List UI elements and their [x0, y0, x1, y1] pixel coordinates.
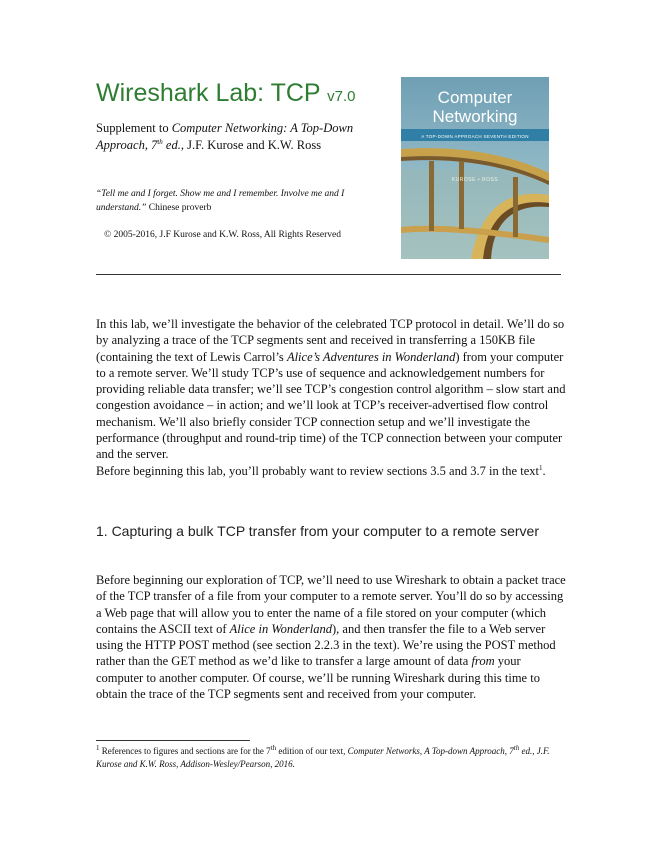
- capture-paragraph: [96, 572, 566, 702]
- cover-title-line2: Networking: [432, 107, 518, 126]
- emphasis-from: from: [471, 654, 495, 669]
- footnote-divider: [96, 740, 250, 741]
- quote-source: Chinese proverb: [146, 203, 212, 213]
- intro-paragraph: [96, 316, 566, 463]
- footnote-marker: 1: [96, 744, 100, 752]
- book-edition-sup: th: [157, 137, 163, 146]
- footnote-book-sup: th: [513, 744, 520, 752]
- footnote-text-b: edition of our text,: [276, 746, 348, 756]
- subtitle-prefix: Supplement to: [96, 121, 172, 135]
- footnote: [96, 745, 566, 771]
- footnote-book-rest: ed., J.F. Kurose and K.W. Ross, Addison-Wesley/Pearson, 2016.: [96, 746, 550, 769]
- cover-title-line1: Computer: [437, 88, 513, 107]
- proverb-quote: [96, 187, 391, 215]
- intro-text-a: In this lab, we’ll investigate the behavior of the celebrated TCP protocol in detail. We’ll do so by analyzing a trace of the TCP segments sent and received in transferring a 150KB file (containing the text of Lewis Carrol’s: [96, 317, 565, 364]
- title-text: Wireshark Lab: TCP: [96, 79, 321, 107]
- section-heading: 1. Capturing a bulk TCP transfer from your computer to a remote server: [96, 523, 540, 539]
- footnote-edition-sup: th: [270, 744, 277, 752]
- capture-text-c: your computer to another computer. Of course, we’ll be running Wireshark during this time to obtain the trace of the TCP segments sent and received from your computer.: [96, 654, 540, 702]
- alice-short-title: Alice in Wonderland: [229, 621, 332, 636]
- review-paragraph: [96, 463, 566, 479]
- footnote-ref[interactable]: 1: [538, 463, 543, 472]
- subtitle: [96, 120, 396, 154]
- cover-subtitle: A TOP-DOWN APPROACH SEVENTH EDITION: [421, 134, 529, 139]
- capture-text-b: ), and then transfer the file to a Web server using the HTTP POST method (see section 2.2.3 in the text). We’re using the POST method rather than the GET method as we’d like to transfer a large amount of data: [96, 621, 556, 669]
- review-text: Before beginning this lab, you’ll probably want to review sections 3.5 and 3.7 in the text: [96, 464, 539, 478]
- document-title: [96, 78, 355, 112]
- footnote-text-a: References to figures and sections are for the 7: [99, 746, 271, 756]
- cover-authors: KUROSE • ROSS: [451, 177, 499, 183]
- book-edition-label: ed.,: [162, 138, 184, 152]
- cover-title: [401, 88, 549, 126]
- book-cover-image: [401, 77, 549, 259]
- intro-text-b: ) from your computer to a remote server. We’ll study TCP’s use of sequence and acknowledgement numbers for providing reliable data transfer; we’ll see TCP’s congestion control algorithm – slow start and congestion avoidance – in action; and we’ll look at TCP’s receiver-advertised flow control mechanism. We’ll also briefly consider TCP connection setup and we’ll investigate the performance (throughput and round-trip time) of the TCP connection between your computer and the server.: [96, 349, 566, 462]
- version-label: v7.0: [327, 88, 356, 105]
- header-divider: [96, 274, 561, 275]
- book-title-text: Computer Networking: A Top-Down Approach, 7: [96, 121, 354, 152]
- footnote-book-text: Computer Networks, A Top-down Approach, 7: [347, 746, 514, 756]
- copyright-notice: © 2005-2016, J.F Kurose and K.W. Ross, All Rights Reserved: [104, 230, 341, 240]
- review-period: .: [542, 464, 546, 478]
- subtitle-authors: J.F. Kurose and K.W. Ross: [183, 138, 322, 152]
- alice-title: Alice’s Adventures in Wonderland: [286, 349, 456, 364]
- capture-text-a: Before beginning our exploration of TCP, we’ll need to use Wireshark to obtain a packet trace of the TCP transfer of a file from your computer to a remote server. You’ll do so by accessing a Web page that will allow you to enter the name of a file stored on your computer (which contains the ASCII text of: [96, 573, 566, 636]
- quote-text: “Tell me and I forget. Show me and I remember. Involve me and I understand.”: [96, 189, 345, 213]
